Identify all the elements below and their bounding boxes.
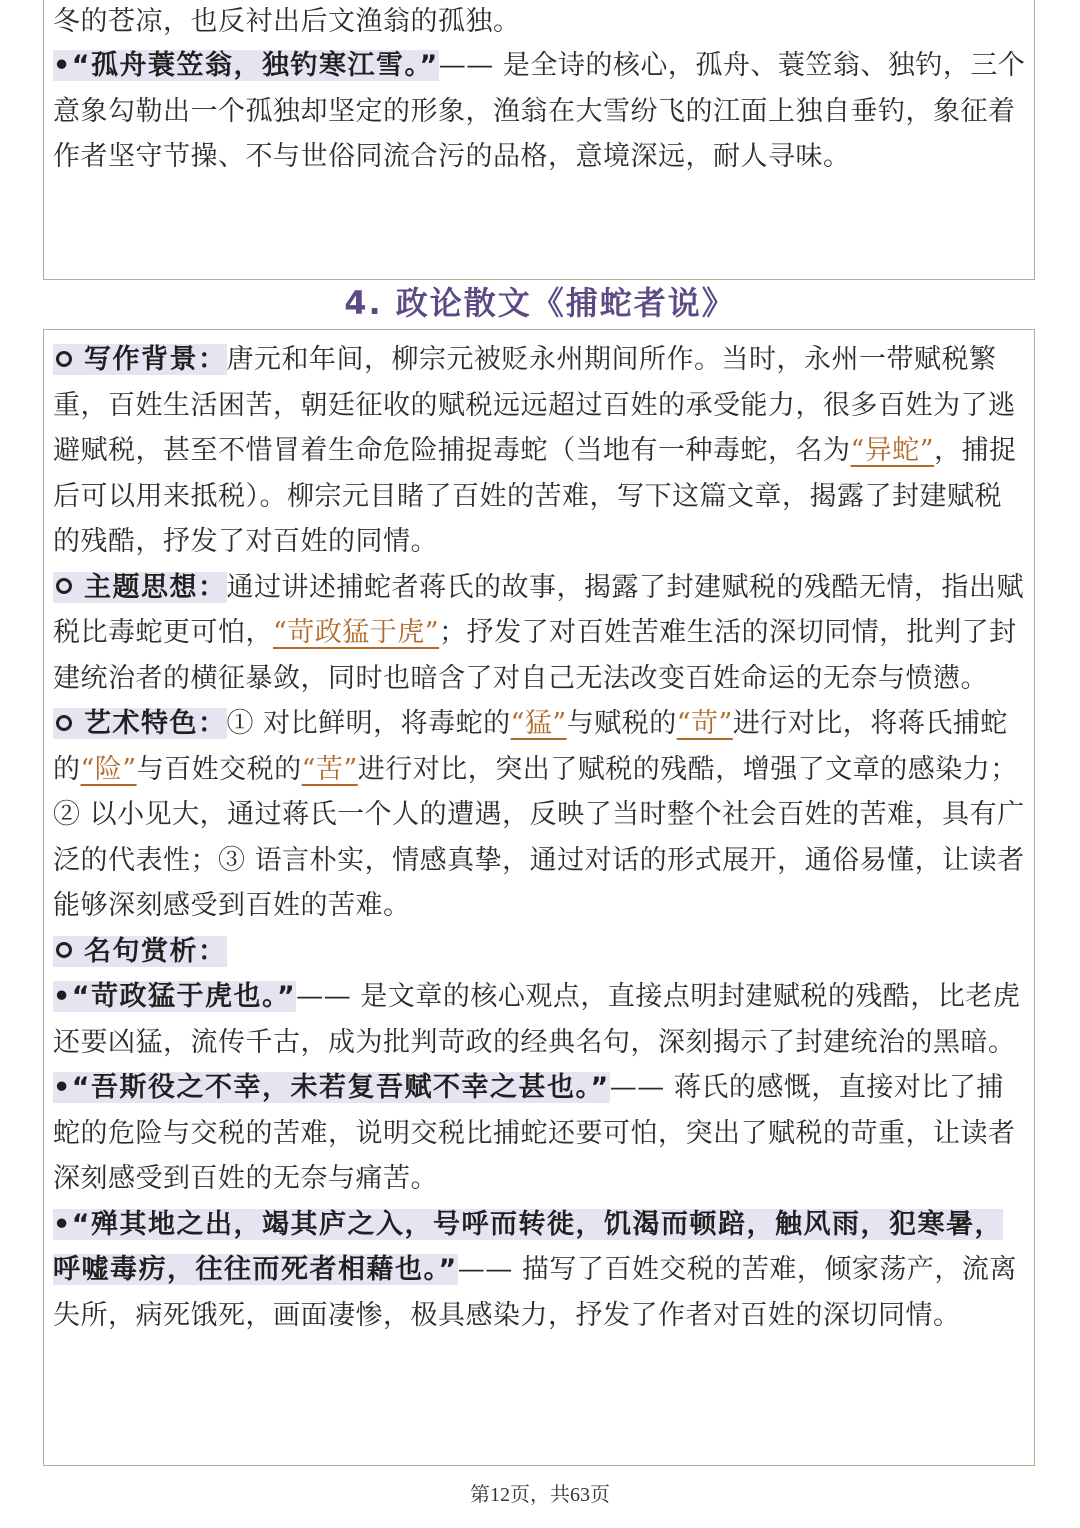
label-art-text: 艺术特色： xyxy=(84,708,227,739)
underlined-term: “苛” xyxy=(676,708,733,739)
underlined-term: “苦” xyxy=(301,753,358,785)
background-text-b: ，捕捉后可以用来抵税）。柳宗元目睹了百姓的苦难，写下这篇文章，揭露了封建赋税的残酷，抒发了对百姓的同情。 xyxy=(53,435,1017,557)
circle-bullet-icon xyxy=(56,715,72,731)
background-text-a: 唐元和年间，柳宗元被贬永州期间所作。当时，永州一带赋税繁重，百姓生活困苦，朝廷征收的赋税远远超过百姓的承受能力，很多百姓为了逃避赋税，甚至不惜冒着生命危险捕捉毒蛇（当地有一种毒蛇，名为 xyxy=(53,344,1016,466)
art-text: 与百姓交税的 xyxy=(136,753,302,785)
paragraph-background xyxy=(53,337,1026,565)
highlighted-quote: •“殚其地之出，竭其庐之入，号呼而转徙，饥渴而顿踣，触风雨，犯寒暑，呼嘘毒疠，往往而死者相藉也。” xyxy=(53,1208,1004,1285)
label-quotes xyxy=(53,936,227,967)
circle-bullet-icon xyxy=(56,578,72,594)
art-text: 与赋税的 xyxy=(566,708,677,739)
underlined-term: “险” xyxy=(80,753,137,785)
paragraph-quote-gu-zhou xyxy=(53,43,1026,180)
content-box-top xyxy=(43,0,1035,280)
label-theme-text: 主题思想： xyxy=(84,571,227,603)
quote-explanation: —— 是文章的核心观点，直接点明封建赋税的残酷，比老虎还要凶猛，流传千古，成为批判苛政的经典名句，深刻揭示了封建统治的黑暗。 xyxy=(53,981,1021,1058)
underlined-term: “苛政猛于虎” xyxy=(273,617,440,648)
label-theme xyxy=(53,572,227,603)
paragraph-quotes-heading xyxy=(53,929,1026,975)
content-box-main xyxy=(43,329,1035,1466)
paragraph-intro-tail xyxy=(53,0,1026,45)
art-text: 进行对比，突出了赋税的残酷，增强了文章的感染力；② 以小见大，通过蒋氏一个人的遭遇，反映了当时整个社会百姓的苦难，具有广泛的代表性；③ 语言朴实，情感真挚，通过对话的形式展开，通俗易懂，让读者能够深刻感受到百姓的苦难。 xyxy=(53,753,1025,921)
label-background-text: 写作背景： xyxy=(84,344,227,375)
paragraph-quote-1 xyxy=(53,974,1026,1065)
circle-bullet-icon xyxy=(56,942,72,958)
section-title: 4. 政论散文《捕蛇者说》 xyxy=(344,284,736,322)
label-art xyxy=(53,708,227,739)
highlighted-quote: •“吾斯役之不幸，未若复吾赋不幸之甚也。” xyxy=(53,1072,610,1103)
paragraph-quote-2 xyxy=(53,1065,1026,1202)
paragraph-theme xyxy=(53,565,1026,702)
theme-text-a: 通过讲述捕蛇者蒋氏的故事，揭露了封建赋税的残酷无情，指出赋税比毒蛇更可怕， xyxy=(53,571,1024,648)
label-quotes-text: 名句赏析： xyxy=(84,935,227,967)
circle-bullet-icon xyxy=(56,351,72,367)
quote-explanation: —— 是全诗的核心，孤舟、蓑笠翁、独钓，三个意象勾勒出一个孤独却坚定的形象，渔翁在大雪纷飞的江面上独自垂钓，象征着作者坚守节操、不与世俗同流合污的品格，意境深远，耐人寻味。 xyxy=(53,50,1026,172)
label-background xyxy=(53,344,227,375)
intro-tail-text: 冬的苍凉，也反衬出后文渔翁的孤独。 xyxy=(53,6,521,37)
paragraph-quote-3 xyxy=(53,1202,1026,1339)
underlined-term: “猛” xyxy=(510,708,567,739)
art-text: 进行对比，将蒋氏捕蛇的 xyxy=(53,708,1008,785)
art-text: ① 对比鲜明，将毒蛇的 xyxy=(226,708,511,739)
paragraph-art xyxy=(53,701,1026,929)
highlighted-quote: •“孤舟蓑笠翁，独钓寒江雪。” xyxy=(53,50,439,81)
quote-explanation: —— 蒋氏的感慨，直接对比了捕蛇的危险与交税的苦难，说明交税比捕蛇还要可怕，突出了赋税的苛重，让读者深刻感受到百姓的无奈与痛苦。 xyxy=(53,1072,1016,1194)
theme-text-b: ；抒发了对百姓苦难生活的深切同情，批判了封建统治者的横征暴敛，同时也暗含了对自己无法改变百姓命运的无奈与愤懑。 xyxy=(53,617,1017,694)
page-number: 第12页，共63页 xyxy=(470,1484,610,1506)
highlighted-quote: •“苛政猛于虎也。” xyxy=(53,981,297,1012)
underlined-term: “异蛇” xyxy=(850,435,935,466)
quote-explanation: —— 描写了百姓交税的苦难，倾家荡产，流离失所，病死饿死，画面凄惨，极具感染力，抒发了作者对百姓的深切同情。 xyxy=(53,1254,1017,1331)
